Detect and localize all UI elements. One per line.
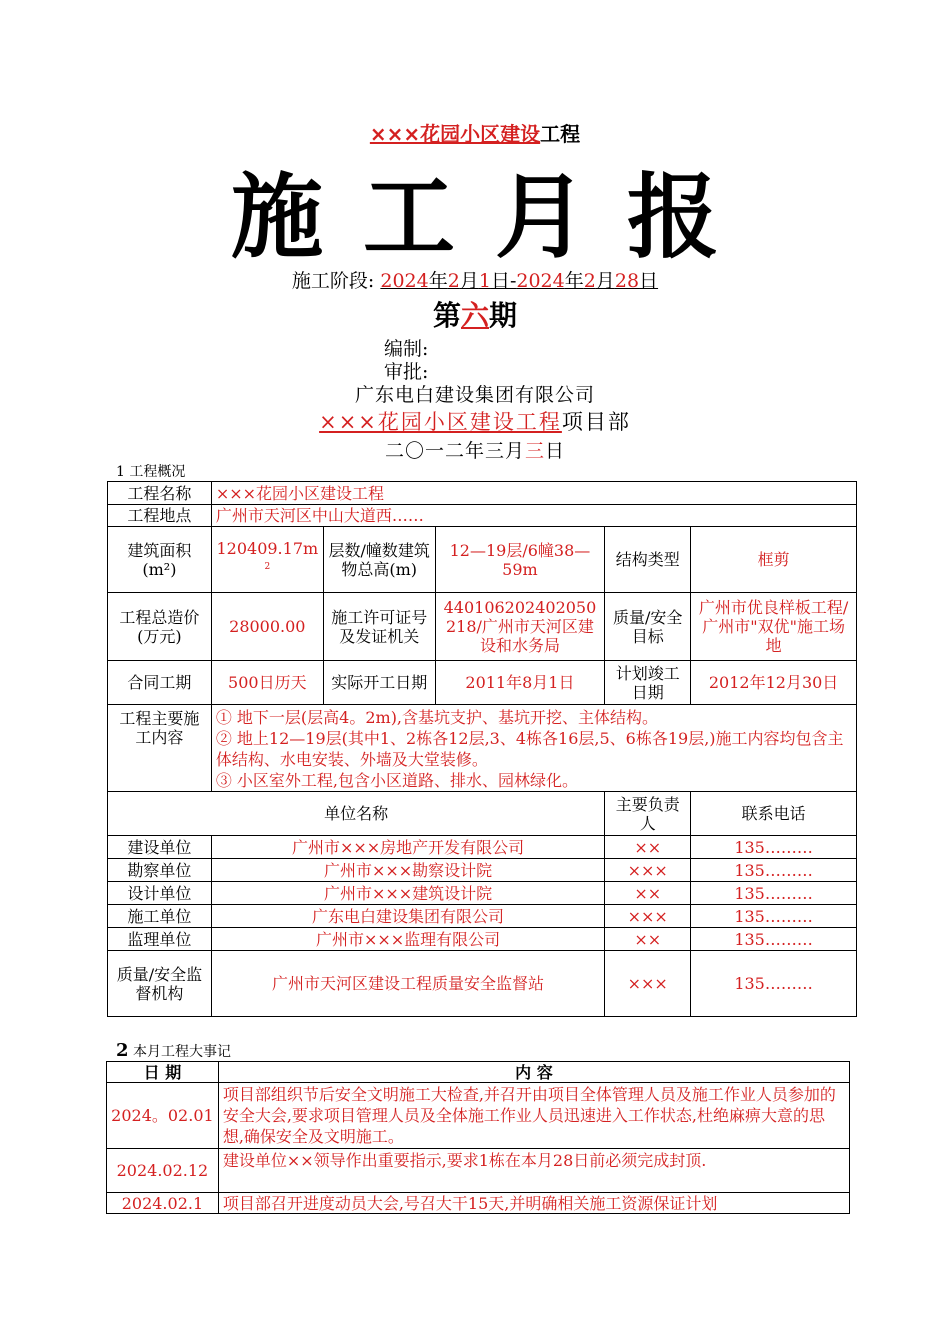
issue-prefix: 第 <box>432 299 461 332</box>
date-day: 三 <box>524 440 545 462</box>
table-row <box>107 1083 850 1149</box>
contract-value: 500日历天 <box>211 661 323 705</box>
floors-label: 层数/幢数建筑物总高(m) <box>323 527 435 593</box>
company-name: 广东电白建设集团有限公司 <box>354 384 595 406</box>
scope-content <box>211 705 856 792</box>
event-content: 项目部召开进度动员大会,号召大干15天,并明确相关施工资源保证计划 <box>218 1193 849 1214</box>
event-content: 建设单位××领导作出重要指示,要求1栋在本月28日前必须完成封顶. <box>218 1149 849 1193</box>
event-content: 项目部组织节后安全文明施工大检查,并召开由项目全体管理人员及施工作业人员参加的安全大会,要求项目管理人员及全体施工作业人员迅速进入工作状态,杜绝麻痹大意的思想,确保安全及文明施工。 <box>218 1083 849 1149</box>
section1-title: 1 工程概况 <box>116 464 186 480</box>
start-value: 2011年8月1日 <box>435 661 605 705</box>
issue-value: 六 <box>460 299 489 332</box>
issue-number <box>0 294 950 334</box>
unit-name: 广州市×××房地产开发有限公司 <box>211 836 604 859</box>
unit-role: 监理单位 <box>108 928 212 951</box>
finish-label: 计划竣工日期 <box>605 661 691 705</box>
unit-role: 建设单位 <box>108 836 212 859</box>
issue-suffix: 期 <box>489 299 518 332</box>
subtitle-suffix: 工程 <box>540 122 581 146</box>
scope-label: 工程主要施工内容 <box>108 705 212 792</box>
permit-value: 440106202402050218/广州市天河区建设和水务局 <box>435 593 605 661</box>
area-number: 120409.17m <box>216 539 319 559</box>
unit-person: ××× <box>605 859 691 882</box>
unit-name: 广州市天河区建设工程质量安全监督站 <box>211 951 604 1017</box>
project-subtitle <box>0 118 950 147</box>
unit-person: ××× <box>605 951 691 1017</box>
event-date: 2024.02.1 <box>107 1193 219 1214</box>
finish-value: 2012年12月30日 <box>691 661 857 705</box>
unit-name: 广东电白建设集团有限公司 <box>211 905 604 928</box>
unit-name: 广州市×××建筑设计院 <box>211 882 604 905</box>
stage-end-month: 2 <box>583 270 596 292</box>
major-events-table <box>106 1061 850 1214</box>
date-header: 日 期 <box>107 1062 219 1083</box>
construction-stage: 施工阶段: 2024年2月1日-2024年2月28日 <box>291 270 659 292</box>
permit-label: 施工许可证号及发证机关 <box>323 593 435 661</box>
cost-value: 28000.00 <box>211 593 323 661</box>
location-label: 工程地点 <box>108 505 212 527</box>
unit-phone: 135……… <box>691 859 857 882</box>
event-date: 2024.02.12 <box>107 1149 219 1193</box>
project-department <box>0 406 950 436</box>
unit-name: 广州市×××勘察设计院 <box>211 859 604 882</box>
project-name: ×××花园小区建设工程 <box>319 410 562 434</box>
unit-header: 单位名称 <box>108 792 605 836</box>
contract-label: 合同工期 <box>108 661 212 705</box>
unit-phone: 135……… <box>691 905 857 928</box>
unit-person: ×× <box>605 928 691 951</box>
stage-end-day: 28 <box>614 270 640 292</box>
stage-start-year: 2024 <box>380 270 429 292</box>
stage-start-month: 2 <box>447 270 460 292</box>
scope-item: ① 地下一层(层高4。2m),含基坑支护、基坑开挖、主体结构。 <box>215 708 659 727</box>
name-value: ×××花园小区建设工程 <box>211 482 856 505</box>
quality-label: 质量/安全目标 <box>605 593 691 661</box>
content-header: 内 容 <box>218 1062 849 1083</box>
phone-header: 联系电话 <box>691 792 857 836</box>
unit-phone: 135……… <box>691 836 857 859</box>
unit-person: ××× <box>605 905 691 928</box>
person-header: 主要负责人 <box>605 792 691 836</box>
unit-role: 质量/安全监督机构 <box>108 951 212 1017</box>
scope-item: ② 地上12—19层(其中1、2栋各12层,3、4栋各16层,5、6栋各19层,)施工内容均包含主体结构、水电安装、外墙及大堂装修。 <box>215 729 844 769</box>
section2-label: 本月工程大事记 <box>128 1044 231 1060</box>
name-label: 工程名称 <box>108 482 212 505</box>
floors-value: 12—19层/6幢38—59m <box>435 527 605 593</box>
unit-phone: 135……… <box>691 882 857 905</box>
scope-item: ③ 小区室外工程,包含小区道路、排水、园林绿化。 <box>215 771 579 790</box>
date-prefix: 二〇一二年三月 <box>384 440 525 462</box>
unit-phone: 135……… <box>691 928 857 951</box>
table-row <box>108 905 857 928</box>
event-date: 2024。02.01 <box>107 1083 219 1149</box>
stage-end-year: 2024 <box>516 270 565 292</box>
stage-label: 施工阶段: <box>291 270 375 292</box>
area-unit-superscript: 2 <box>264 562 271 573</box>
start-label: 实际开工日期 <box>323 661 435 705</box>
date-suffix: 日 <box>545 440 566 462</box>
reviewer-label: 审批: <box>384 361 429 383</box>
project-overview-table <box>107 481 857 1017</box>
unit-person: ×× <box>605 882 691 905</box>
table-row <box>107 1149 850 1193</box>
cost-label: 工程总造价(万元) <box>108 593 212 661</box>
unit-name: 广州市×××监理有限公司 <box>211 928 604 951</box>
table-row <box>108 882 857 905</box>
area-label: 建筑面积(m²) <box>108 527 212 593</box>
quality-value: 广州市优良样板工程/广州市"双优"施工场地 <box>691 593 857 661</box>
unit-person: ×× <box>605 836 691 859</box>
report-date <box>0 436 950 463</box>
structure-label: 结构类型 <box>605 527 691 593</box>
unit-role: 设计单位 <box>108 882 212 905</box>
project-suffix: 项目部 <box>561 410 631 434</box>
table-row <box>108 951 857 1017</box>
unit-role: 施工单位 <box>108 905 212 928</box>
section2-number: 2 <box>116 1040 129 1061</box>
stage-start-day: 1 <box>478 270 491 292</box>
editor-label: 编制: <box>384 338 429 360</box>
table-row <box>108 928 857 951</box>
table-row <box>107 1193 850 1214</box>
section2-title <box>116 1040 231 1061</box>
location-value: 广州市天河区中山大道西…… <box>211 505 856 527</box>
subtitle-project-name: ×××花园小区建设 <box>369 122 541 146</box>
page-title: 施工月报 <box>230 164 759 271</box>
unit-phone: 135……… <box>691 951 857 1017</box>
structure-value: 框剪 <box>691 527 857 593</box>
table-row <box>108 859 857 882</box>
table-row <box>108 836 857 859</box>
unit-role: 勘察单位 <box>108 859 212 882</box>
area-value <box>211 527 323 593</box>
